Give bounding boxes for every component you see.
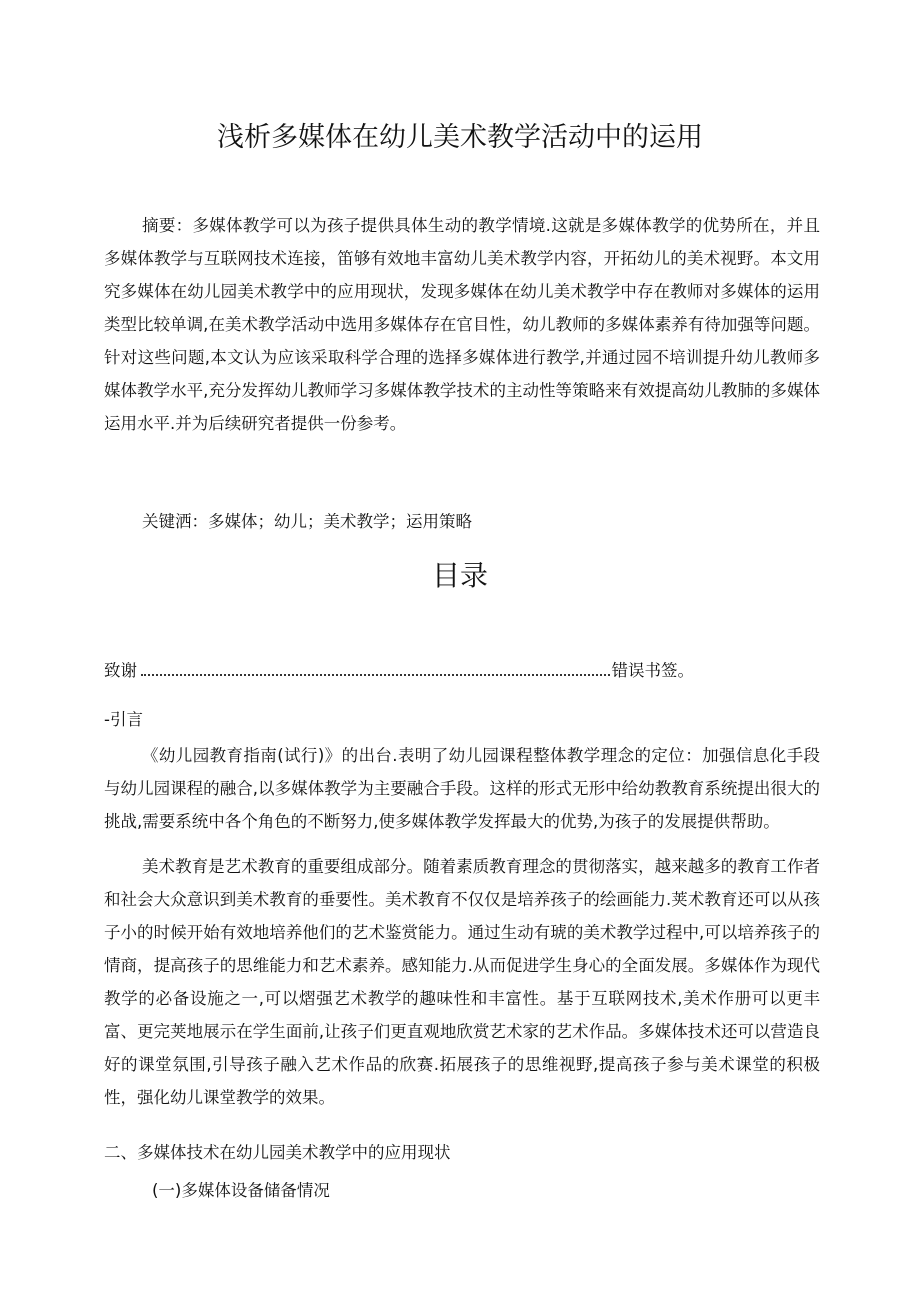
document-title: 浅析多媒体在幼儿美术教学活动中的运用	[217, 122, 703, 153]
toc-heading: 目录	[431, 559, 488, 592]
body-paragraph-2: 美术教育是艺术教育的重要组成部分。随着素质教育理念的贯彻落实，越来越多的教育工作者和社会大众意识到美术教育的垂要性。美术教育不仅仅是培养孩子的绘画能力.荚术教育还可以从孩子小的时候开始有效地培养他们的艺术鉴赏能力。通过生动有琥的美术教学过程中,可以培养孩子的情商，提高孩子的思维能力和艺术素养。感知能力.从而促进学生身心的全面发展。多媒体作为现代教学的必备设施之一,可以熠强艺术教学的趣味性和丰富性。基于互联网技术,美术作册可以更丰富、更完荚地展示在学生面前,让孩子们更直观地欣赏艺术家的艺术作品。多媒体技术还可以营造良好的课堂氛围,引导孩子融入艺术作品的欣赛.拓展孩子的思维视野,提高孩子参与美术课堂的积极性，强化幼儿课堂教学的效果。	[104, 857, 820, 1107]
toc-entry-label: 致谢	[104, 661, 137, 680]
subsection-heading-one: (一)多媒体设备储备情况	[152, 1181, 330, 1200]
toc-entry-acknowledgements[interactable]	[104, 657, 694, 685]
toc-entry-page: 错误书签。	[611, 661, 694, 680]
section-heading-two: 二、多媒体技术在幼儿园美术教学中的应用现状	[104, 1143, 451, 1162]
keywords-line: 关键洒：多媒体；幼儿；美术教学；运用策略	[142, 512, 472, 531]
abstract-paragraph: 摘要：多媒体教学可以为孩子提供具体生动的教学情境.这就是多媒体教学的优势所在，并且多媒体教学与互联网技术连接，笛够有效地丰富幼儿美术教学内容，开拓幼儿的美术视野。本文用究多媒体在幼儿园美术教学中的应用现状，发现多媒体在幼儿美术教学中存在教师对多媒体的运用类型比较单调,在美术教学活动中选用多媒体存在官目性，幼儿教师的多媒体素养有待加强等问题。针对这些问题,本文认为应该采取科学合理的选择多媒体进行教学,并通过园不培训提升幼儿教师多媒体教学水平,充分发挥幼儿教师学习多媒体教学技术的主动性等策略来有效提高幼儿教肺的多媒体运用水平.并为后续研究者提供一份参考。	[104, 216, 820, 433]
toc-dot-leader	[141, 673, 610, 676]
section-heading-intro: -引言	[104, 710, 143, 729]
body-paragraph-1: 《幼儿园教育指南(试行)》的出台.表明了幼儿园课程整体教学理念的定位：加强信息化手段与幼儿园课程的融合,以多媒体教学为主要融合手段。这样的形式无形中给幼教教育系统提出很大的挑战,需要系统中各个角色的不断努力,使多媒体教学发挥最大的优势,为孩子的发展提供帮助。	[104, 746, 820, 831]
